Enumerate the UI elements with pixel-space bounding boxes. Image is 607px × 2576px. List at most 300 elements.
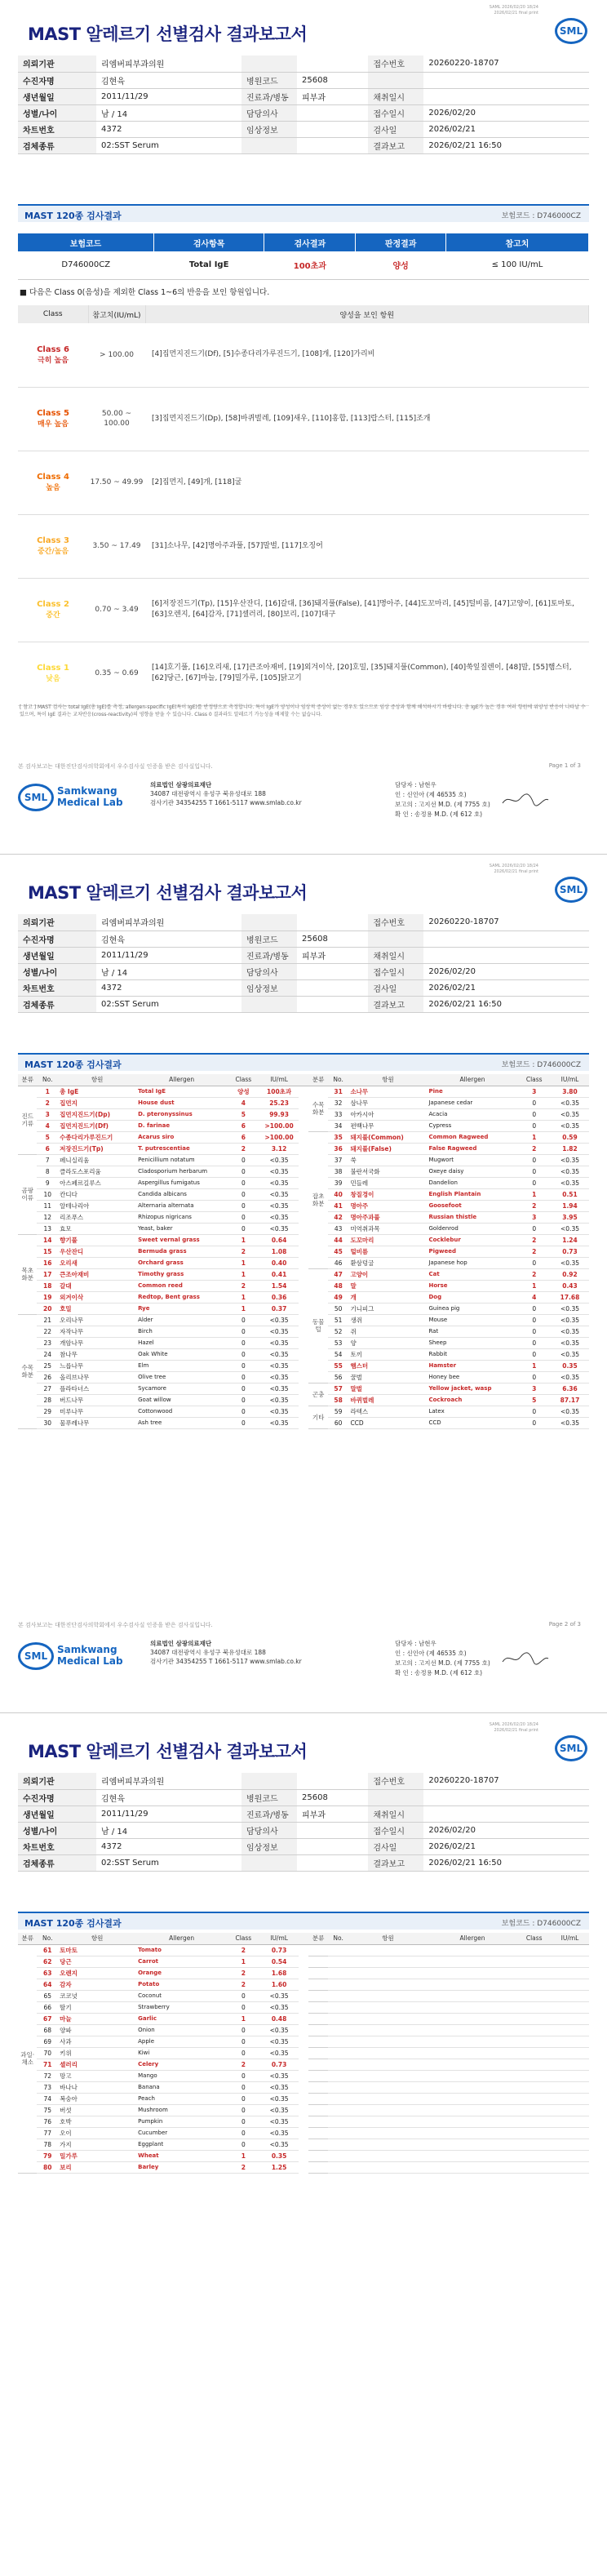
allergen-no: 37 (328, 1154, 349, 1166)
class-allergens: [14]호기풀, [16]오리새, [17]큰조아재비, [19]외겨이삭, [20]호밀, [35]돼지풀(Common), [40]쑥잎질렌이, [48]말, [55]햄스터, [62]당근, [67]마늘, [79]밀가루, [105]닭고기 (145, 642, 589, 705)
allergen-en: Goat willow (136, 1394, 227, 1406)
allergen-value: <0.35 (260, 1383, 299, 1394)
allergen-en: Mushroom (136, 2104, 227, 2116)
accreditation-note: 본 검사보고는 대한진단검사의학회에서 우수검사실 인증을 받은 검사실입니다. (18, 763, 213, 770)
table-row (18, 2161, 589, 2173)
allergen-en: Pigweed (427, 1246, 517, 1257)
allergen-no: 51 (328, 1314, 349, 1326)
table-row (18, 963, 589, 979)
allergen-value: <0.35 (260, 1360, 299, 1371)
allergen-ko: 사과 (58, 2036, 136, 2047)
allergen-class: 0 (227, 1314, 260, 1326)
table-row (18, 1838, 589, 1854)
section-title: MAST 120종 검사결과 (24, 1059, 122, 1070)
class-allergens: [2]집먼지, [49]개, [118]굴 (145, 451, 589, 514)
allergen-en: Elm (136, 1360, 227, 1371)
allergen-en: Sweet vernal grass (136, 1234, 227, 1246)
allergen-value: <0.35 (551, 1154, 589, 1166)
allergen-en: Potato (136, 1979, 227, 1990)
allergen-value: <0.35 (551, 1257, 589, 1268)
table-row (18, 2036, 589, 2047)
col-group: 분류 (308, 1074, 327, 1086)
allergen-class: 1 (227, 1234, 260, 1246)
class-label: Class 1 낮음 (18, 642, 88, 705)
col-ko: 항원 (58, 1933, 136, 1944)
allergen-en: Pumpkin (136, 2116, 227, 2127)
table-row (18, 2047, 589, 2059)
allergen-value: >100.00 (260, 1120, 299, 1131)
allergen-no: 80 (37, 2161, 58, 2173)
table-row (18, 996, 589, 1012)
allergen-class: 0 (227, 1326, 260, 1337)
allergen-ko: 오렌지 (58, 1967, 136, 1979)
allergen-value: <0.35 (260, 1394, 299, 1406)
allergen-ko: 라텍스 (348, 1406, 427, 1417)
allergen-ko: 양파 (58, 2024, 136, 2036)
field-label: 채취일시 (368, 947, 423, 963)
allergen-en: Rye (136, 1303, 227, 1314)
allergen-no: 32 (328, 1097, 349, 1108)
field-label: 차트번호 (18, 979, 96, 996)
table-row (18, 1854, 589, 1871)
allergen-class: 1 (517, 1360, 551, 1371)
allergen-no: 61 (37, 1944, 58, 1956)
field-value-receipt-no: 20260220-18707 (423, 1773, 589, 1789)
table-row (18, 2081, 589, 2093)
allergen-no: 62 (37, 1956, 58, 1967)
allergen-no: 41 (328, 1200, 349, 1211)
allergen-en: Bermuda grass (136, 1246, 227, 1257)
class-row (18, 578, 589, 642)
field-value-birth: 2011/11/29 (96, 1805, 241, 1822)
allergen-class: 0 (517, 1257, 551, 1268)
allergen-no: 53 (328, 1337, 349, 1348)
col-class: Class (517, 1074, 551, 1086)
allergen-value: <0.35 (260, 2081, 299, 2093)
allergen-ko: 고양이 (348, 1268, 427, 1280)
class-row (18, 451, 589, 514)
allergen-class: 1 (227, 2150, 260, 2161)
allergen-class: 0 (517, 1303, 551, 1314)
field-label: 병원코드 (241, 930, 297, 947)
allergen-ko: 당근 (58, 1956, 136, 1967)
col-judge: 판정결과 (356, 233, 446, 251)
allergen-en: Tomato (136, 1944, 227, 1956)
col-range: 참고치(IU/mL) (88, 305, 145, 323)
col-en: Allergen (427, 1074, 517, 1086)
field-label: 검체종류 (18, 996, 96, 1012)
table-row (18, 930, 589, 947)
table-row (18, 2093, 589, 2104)
allergen-ko: 토마토 (58, 1944, 136, 1956)
allergen-class: 0 (227, 2036, 260, 2047)
result-cell: 100초과 (264, 251, 356, 279)
allergen-value: 1.08 (260, 1246, 299, 1257)
allergen-value: 1.82 (551, 1143, 589, 1154)
allergen-en: Redtop, Bent grass (136, 1291, 227, 1303)
field-label: 접수일시 (368, 104, 423, 121)
allergen-no: 48 (328, 1280, 349, 1291)
allergen-class: 0 (517, 1417, 551, 1428)
field-label: 접수번호 (368, 1773, 423, 1789)
allergen-ko: 오이 (58, 2127, 136, 2139)
allergen-ko: 집먼지 (58, 1097, 136, 1108)
allergen-ko: 미역취과목 (348, 1223, 427, 1234)
allergen-en: Mouse (427, 1314, 517, 1326)
field-label: 결과보고 (368, 1854, 423, 1871)
allergen-en: Cucumber (136, 2127, 227, 2139)
field-label: 진료과/병동 (241, 1805, 297, 1822)
col-result: 검사결과 (264, 233, 356, 251)
table-row (18, 1188, 589, 1200)
lab-name: Samkwang Medical Lab (57, 1644, 123, 1667)
allergen-no: 54 (328, 1348, 349, 1360)
allergen-value: <0.35 (260, 1211, 299, 1223)
signatures: 담당자 : 남현우 인 : 신인아 (제 46535 호) 보고의 : 고지선 M.D. (제 7755 호) 확 인 : 송정용 M.D. (제 612 호) (395, 781, 490, 818)
report-title: MAST 알레르기 선별검사 결과보고서 (28, 24, 308, 44)
allergen-ko: 삼나무 (348, 1097, 427, 1108)
allergen-ko: 밀가루 (58, 2150, 136, 2161)
field-value-receipt-date: 2026/02/20 (423, 104, 589, 121)
table-row (18, 2001, 589, 2013)
table-row (18, 1326, 589, 1337)
allergen-no: 1 (37, 1086, 58, 1097)
allergen-en: Common Ragweed (427, 1131, 517, 1143)
allergen-en: D. pteronyssinus (136, 1108, 227, 1120)
allergen-value: <0.35 (551, 1326, 589, 1337)
allergen-value: <0.35 (260, 2024, 299, 2036)
table-row (18, 104, 589, 121)
allergen-value: <0.35 (260, 1348, 299, 1360)
table-row (18, 1257, 589, 1268)
field-label: 성별/나이 (18, 104, 96, 121)
allergen-value: <0.35 (260, 2036, 299, 2047)
allergen-value: <0.35 (260, 1371, 299, 1383)
allergen-value: 1.24 (551, 1234, 589, 1246)
allergen-value: 3.80 (551, 1086, 589, 1097)
allergen-class: 1 (227, 1291, 260, 1303)
allergen-ko: 꿀벌 (348, 1371, 427, 1383)
field-value-ward-code: 25608 (297, 72, 368, 88)
ref-cell: ≤ 100 IU/mL (445, 251, 588, 279)
allergen-value: <0.35 (551, 1371, 589, 1383)
field-label: 성별/나이 (18, 963, 96, 979)
allergen-ko: 개 (348, 1291, 427, 1303)
col-no: No. (37, 1933, 58, 1944)
allergen-class: 0 (517, 1348, 551, 1360)
field-label: 검체종류 (18, 137, 96, 153)
field-label: 임상정보 (241, 1838, 297, 1854)
patient-info-table (18, 914, 589, 1013)
allergen-value: <0.35 (260, 2047, 299, 2059)
allergen-en: Birch (136, 1326, 227, 1337)
allergen-ko: 환삼덩굴 (348, 1257, 427, 1268)
allergen-class: 2 (517, 1200, 551, 1211)
allergen-value: <0.35 (260, 1417, 299, 1428)
allergen-en: English Plantain (427, 1188, 517, 1200)
allergen-ko: 민들레 (348, 1177, 427, 1188)
allergen-value: <0.35 (551, 1303, 589, 1314)
patient-info-table (18, 1773, 589, 1872)
allergen-value: <0.35 (260, 2001, 299, 2013)
allergen-en: Goosefoot (427, 1200, 517, 1211)
allergen-en: House dust (136, 1097, 227, 1108)
allergen-value: 0.73 (260, 2059, 299, 2070)
accreditation-note: 본 검사보고는 대한진단검사의학회에서 우수검사실 인증을 받은 검사실입니다. (18, 1622, 213, 1628)
table-row (18, 1337, 589, 1348)
page-number: Page 2 of 3 (548, 1621, 581, 1628)
allergen-value: 1.60 (260, 1979, 299, 1990)
field-label: 생년월일 (18, 88, 96, 104)
allergen-no: 72 (37, 2070, 58, 2081)
allergen-ko: 아카시아 (348, 1108, 427, 1120)
allergen-value: <0.35 (551, 1417, 589, 1428)
allergen-ko: 클라도스포리움 (58, 1166, 136, 1177)
allergen-ko: 감자 (58, 1979, 136, 1990)
table-row (18, 2024, 589, 2036)
allergen-en: Guinea pig (427, 1303, 517, 1314)
allergen-class: 0 (227, 1990, 260, 2001)
group-label: 기타 (308, 1406, 327, 1428)
allergen-no: 63 (37, 1967, 58, 1979)
allergen-class: 0 (227, 1154, 260, 1166)
page-separator (0, 854, 607, 855)
allergen-class: 0 (227, 1348, 260, 1360)
allergen-no: 13 (37, 1223, 58, 1234)
table-row (18, 137, 589, 153)
allergen-ko: 코코넛 (58, 1990, 136, 2001)
allergen-ko: 토끼 (348, 1348, 427, 1360)
allergen-en: Oxeye daisy (427, 1166, 517, 1177)
allergen-no: 3 (37, 1108, 58, 1120)
allergen-en: Mugwort (427, 1154, 517, 1166)
allergen-no: 65 (37, 1990, 58, 2001)
class-row (18, 514, 589, 578)
allergen-ko: 오리새 (58, 1257, 136, 1268)
allergen-ko: 햄스터 (348, 1360, 427, 1371)
table-row (18, 1234, 589, 1246)
report-title: MAST 알레르기 선별검사 결과보고서 (28, 883, 308, 903)
allergen-en: Banana (136, 2081, 227, 2093)
allergen-class: 0 (227, 2024, 260, 2036)
field-label: 접수번호 (368, 914, 423, 930)
allergen-class: 3 (517, 1211, 551, 1223)
code-cell: D746000CZ (18, 251, 154, 279)
table-row (18, 1944, 589, 1956)
allergen-value: <0.35 (260, 1990, 299, 2001)
allergen-value: <0.35 (260, 2139, 299, 2150)
allergen-value: 0.73 (551, 1246, 589, 1257)
allergen-ko: 바퀴벌레 (348, 1394, 427, 1406)
table-row (18, 1223, 589, 1234)
allergen-ko: 망고 (58, 2070, 136, 2081)
allergen-no: 50 (328, 1303, 349, 1314)
field-value-examinee: 김현육 (96, 930, 241, 947)
table-row (18, 1417, 589, 1428)
allergen-en: Penicillium notatum (136, 1154, 227, 1166)
field-value-report-date: 2026/02/21 (423, 1838, 589, 1854)
allergen-value: <0.35 (260, 1166, 299, 1177)
allergen-class: 0 (517, 1177, 551, 1188)
allergen-no: 40 (328, 1188, 349, 1200)
allergen-no: 56 (328, 1371, 349, 1383)
allergen-class: 4 (517, 1291, 551, 1303)
allergen-value: 6.36 (551, 1383, 589, 1394)
allergen-class: 2 (227, 1246, 260, 1257)
field-label: 결과보고 (368, 996, 423, 1012)
allergen-value: 1.68 (260, 1967, 299, 1979)
col-allergens: 양성을 보인 항원 (145, 305, 589, 323)
table-row (18, 1131, 589, 1143)
allergen-ko: 개암나무 (58, 1337, 136, 1348)
allergen-no: 79 (37, 2150, 58, 2161)
allergen-ko: 털비름 (348, 1246, 427, 1257)
allergen-class: 0 (227, 1337, 260, 1348)
allergen-value: <0.35 (551, 1337, 589, 1348)
allergen-value: 3.95 (551, 1211, 589, 1223)
col-code: 보험코드 (18, 233, 154, 251)
col-en: Allergen (136, 1074, 227, 1086)
field-label: 임상정보 (241, 121, 297, 137)
table-row (18, 1154, 589, 1166)
allergen-class: 0 (517, 1120, 551, 1131)
allergen-no: 76 (37, 2116, 58, 2127)
group-label: 과일·채소 (18, 1944, 37, 2173)
col-ko: 항원 (348, 1074, 427, 1086)
allergen-ko: 참나무 (58, 1348, 136, 1360)
allergen-en: Cypress (427, 1120, 517, 1131)
allergen-en: Japanese cedar (427, 1097, 517, 1108)
allergen-en: Cottonwood (136, 1406, 227, 1417)
field-value-issue-date: 2026/02/21 16:50 (423, 996, 589, 1012)
allergen-value: <0.35 (260, 1337, 299, 1348)
class-label: Class 4 높음 (18, 451, 88, 514)
allergen-ko: 우산잔디 (58, 1246, 136, 1257)
allergen-class: 1 (517, 1280, 551, 1291)
field-label: 의뢰기관 (18, 1773, 96, 1789)
sml-logo: SML (18, 1642, 54, 1670)
allergen-no: 52 (328, 1326, 349, 1337)
field-label: 접수일시 (368, 963, 423, 979)
allergen-en: Rat (427, 1326, 517, 1337)
allergen-value: <0.35 (551, 1348, 589, 1360)
allergen-class: 1 (227, 1956, 260, 1967)
allergen-no: 2 (37, 1097, 58, 1108)
allergen-no: 24 (37, 1348, 58, 1360)
col-group: 분류 (18, 1074, 37, 1086)
field-label: 생년월일 (18, 1805, 96, 1822)
field-value-examinee: 김현육 (96, 72, 241, 88)
allergen-ko: 복숭아 (58, 2093, 136, 2104)
allergen-ko: 버섯 (58, 2104, 136, 2116)
allergen-en: Yellow jacket, wasp (427, 1383, 517, 1394)
allergen-en: Barley (136, 2161, 227, 2173)
allergen-no: 78 (37, 2139, 58, 2150)
page-separator (0, 1712, 607, 1713)
sml-logo: SML (555, 1735, 587, 1761)
allergen-no: 21 (37, 1314, 58, 1326)
allergen-class: 6 (227, 1131, 260, 1143)
table-row (18, 2104, 589, 2116)
allergen-value: <0.35 (260, 1188, 299, 1200)
class-label: Class 6 극히 높음 (18, 323, 88, 387)
allergen-no: 16 (37, 1257, 58, 1268)
allergen-ko: 도꼬마리 (348, 1234, 427, 1246)
allergen-no: 28 (37, 1394, 58, 1406)
table-row (18, 2070, 589, 2081)
allergen-no: 15 (37, 1246, 58, 1257)
allergen-no: 33 (328, 1108, 349, 1120)
allergen-class: 5 (227, 1108, 260, 1120)
allergen-class: 0 (227, 1360, 260, 1371)
lab-address: 의료법인 삼광의료재단 34087 대전광역시 유성구 북유성대로 188 검사기관 34354255 T 1661-5117 www.smlab.co.kr (150, 781, 302, 806)
allergen-no: 27 (37, 1383, 58, 1394)
class-row (18, 642, 589, 705)
allergen-value: 99.93 (260, 1108, 299, 1120)
allergen-ko: 페니실리움 (58, 1154, 136, 1166)
allergen-value: 0.64 (260, 1234, 299, 1246)
allergen-ko: 편백나무 (348, 1120, 427, 1131)
allergen-ko: 알테나리아 (58, 1200, 136, 1211)
col-class: Class (517, 1933, 551, 1944)
allergen-ko: 오리나무 (58, 1314, 136, 1326)
table-row (18, 1246, 589, 1257)
allergen-ko: 기니피그 (348, 1303, 427, 1314)
col-value: IU/mL (551, 1933, 589, 1944)
col-group: 분류 (18, 1933, 37, 1944)
allergen-value: <0.35 (260, 1200, 299, 1211)
group-label: 곰팡이류 (18, 1154, 37, 1234)
field-value-sex-age: 남 / 14 (96, 963, 241, 979)
field-label: 차트번호 (18, 121, 96, 137)
signature-image (501, 1650, 550, 1667)
allergen-value: 0.35 (260, 2150, 299, 2161)
allergen-value: <0.35 (551, 1406, 589, 1417)
allergen-value: <0.35 (260, 2127, 299, 2139)
field-label: 차트번호 (18, 1838, 96, 1854)
allergen-value: <0.35 (551, 1177, 589, 1188)
class-range: 50.00 ~ 100.00 (88, 387, 145, 451)
class-label: Class 5 매우 높음 (18, 387, 88, 451)
allergen-class: 2 (227, 1143, 260, 1154)
table-row (18, 1143, 589, 1154)
insurance-code: 보험코드 : D746000CZ (501, 1061, 581, 1069)
table-row (18, 947, 589, 963)
allergen-class: 1 (517, 1131, 551, 1143)
field-value-chart: 4372 (96, 1838, 241, 1854)
class-range: 0.35 ~ 0.69 (88, 642, 145, 705)
class-row (18, 387, 589, 451)
allergen-ko: 가지 (58, 2139, 136, 2150)
allergen-value: <0.35 (260, 1406, 299, 1417)
class-range: > 100.00 (88, 323, 145, 387)
allergen-en: Celery (136, 2059, 227, 2070)
sml-logo: SML (18, 784, 54, 811)
allergen-ko: CCD (348, 1417, 427, 1428)
allergen-class: 0 (227, 2104, 260, 2116)
report-title: MAST 알레르기 선별검사 결과보고서 (28, 1742, 308, 1761)
signature-image (501, 792, 550, 808)
allergen-en: Orchard grass (136, 1257, 227, 1268)
field-label: 진료과/병동 (241, 947, 297, 963)
allergen-ko: 셀러리 (58, 2059, 136, 2070)
group-label: 수목화분 (308, 1086, 327, 1131)
allergen-class: 0 (227, 2047, 260, 2059)
allergen-ko: 돼지풀(Common) (348, 1131, 427, 1143)
allergen-no: 29 (37, 1406, 58, 1417)
class-label: Class 2 중간 (18, 578, 88, 642)
col-en: Allergen (427, 1933, 517, 1944)
